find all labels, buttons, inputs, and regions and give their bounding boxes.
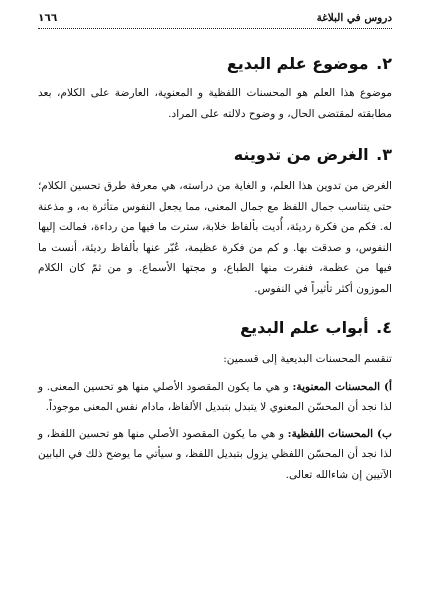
section-paragraph: موضوع هذا العلم هو المحسنات اللفظية و المعنوية، العارضة على الكلام، بعد مطابقته لمقتضى الحال، و وضوح دلالته على المراد. [38,87,392,120]
item-text: و هي ما يكون المقصود الأصلي منها هو تحسين اللفظ، و لذا نجد أن المحسّن اللفظي يزول بتبديل اللفظ، و سيأتي ما يوضح ذلك في البابين الآتيين إن شاءالله تعالى. [38,427,392,481]
section-title: أبواب علم البديع [240,318,369,337]
book-title: دروس في البلاغة [316,12,392,24]
list-item [38,424,392,486]
section-title: موضوع علم البديع [226,54,369,73]
section-subject [38,53,392,124]
running-header [38,10,392,29]
item-text: و هي ما يكون المقصود الأصلي منها هو تحسين المعنى. و لذا نجد أن المحسّن المعنوي لا يتبدل بتبديل الألفاظ، مادام نفس المعنى موجوداً. [38,380,392,413]
section-title: الغرض من تدوينه [233,145,369,164]
section-heading [38,53,392,75]
section-heading [38,317,392,339]
item-label: أ) المحسنات المعنوية: [292,380,392,393]
item-label: ب) المحسنات اللفظية: [287,427,393,440]
section-paragraph: الغرض من تدوين هذا العلم، و الغاية من دراسته، هي معرفة طرق تحسين الكلام؛ حتى يتناسب جمال اللفظ مع جمال المعنى، مما يجعل النفوس متأثرة به، و مذعنة له. فكم من فكرة رديئة، أُديت بألفاظ خلابة، سترت ما فيها من رداءة، فمالت إليها النفوس، و صدقت بها. و كم من فكرة عظيمة، عُبّر عنها بألفاظ رديئة، أنست ما فيها من عظمة، فنفرت منها الطباع، و مجتها الأسماع. و من ثمّ كان الكلام الموزون أكثر تأثيراً في النفوس. [38,180,392,295]
section-number: ٣. [376,145,392,164]
list-item [38,377,392,418]
page-number: ١٦٦ [38,12,58,24]
section-chapters [38,317,392,485]
section-number: ٢. [376,54,392,73]
section-lead: تنقسم المحسنات البديعية إلى قسمين: [223,353,392,365]
section-heading [38,144,392,166]
section-purpose [38,144,392,299]
section-number: ٤. [376,318,392,337]
